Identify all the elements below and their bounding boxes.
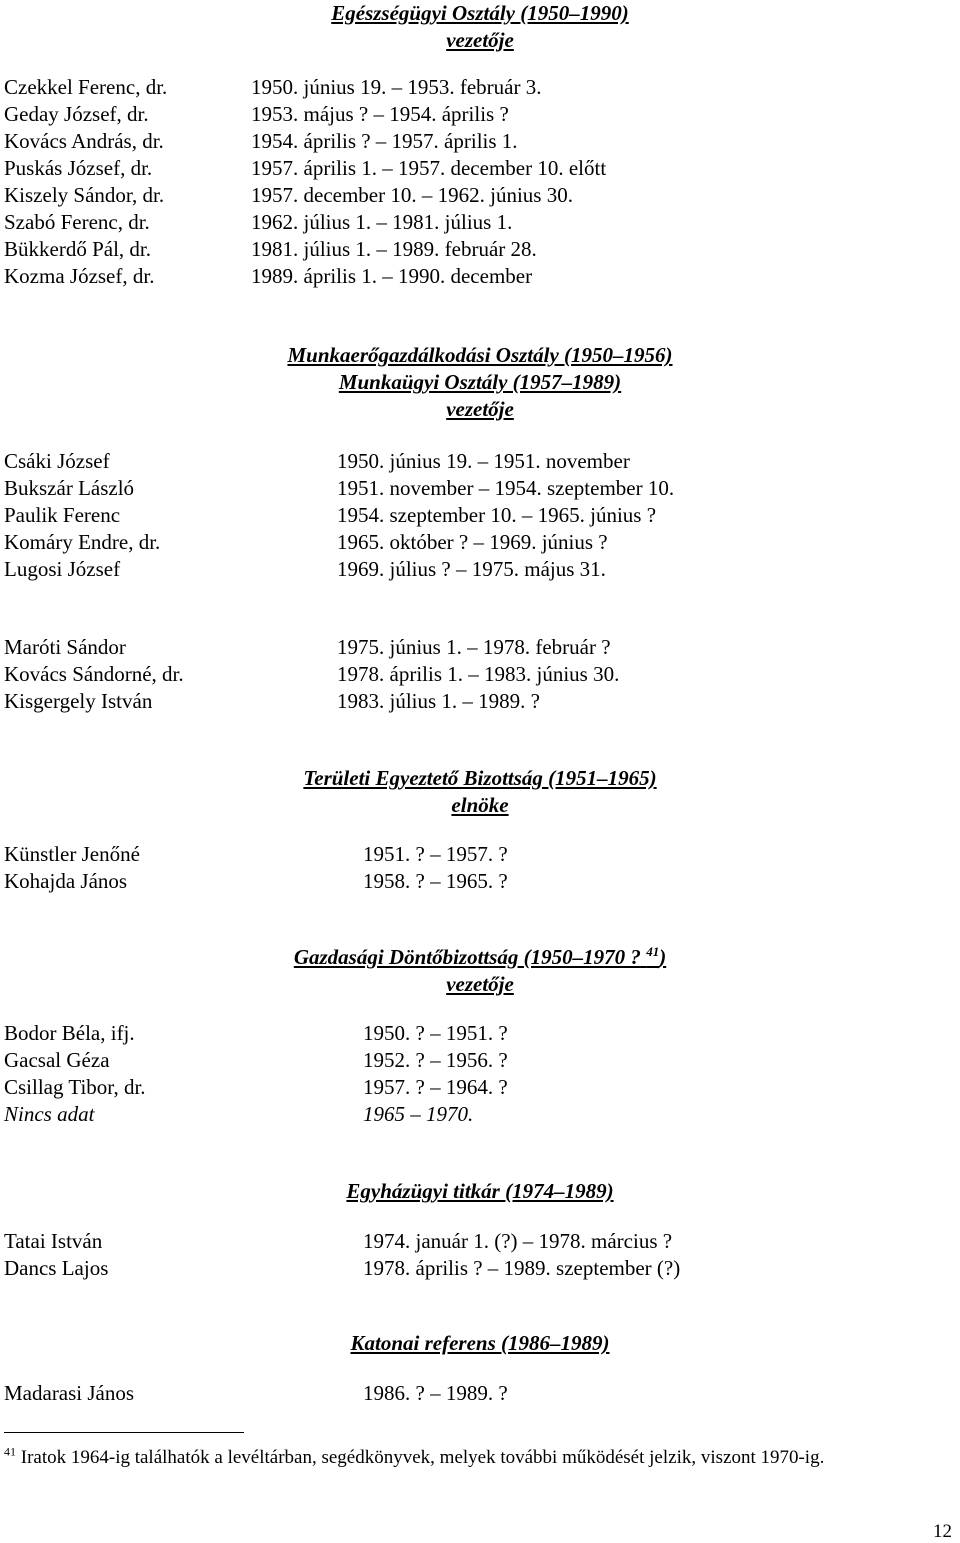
section-heading bbox=[0, 1178, 960, 1205]
leader-name: Geday József, dr. bbox=[4, 102, 149, 126]
list-item bbox=[0, 448, 960, 475]
list-item bbox=[0, 74, 960, 101]
leader-list bbox=[0, 1020, 960, 1128]
footnote-marker: 41 bbox=[4, 1444, 16, 1459]
heading-close: ) bbox=[659, 945, 667, 969]
leader-period: 1958. ? – 1965. ? bbox=[363, 869, 508, 893]
leader-period: 1951. november – 1954. szeptember 10. bbox=[337, 476, 675, 500]
heading-line: Egyházügyi titkár (1974–1989) bbox=[346, 1179, 614, 1203]
leader-period: 1954. április ? – 1957. április 1. bbox=[251, 129, 518, 153]
leader-name: Dancs Lajos bbox=[4, 1256, 109, 1280]
list-item bbox=[0, 263, 960, 290]
leader-name: Bodor Béla, ifj. bbox=[4, 1021, 135, 1045]
section-heading bbox=[0, 1330, 960, 1357]
section-labour bbox=[0, 342, 960, 715]
leader-period: 1962. július 1. – 1981. július 1. bbox=[251, 210, 513, 234]
leader-name: Kovács Sándorné, dr. bbox=[4, 662, 184, 686]
list-item bbox=[0, 661, 960, 688]
section-health bbox=[0, 0, 960, 290]
heading-line: Munkaerőgazdálkodási Osztály (1950–1956) bbox=[287, 343, 673, 367]
list-item bbox=[0, 868, 960, 895]
leader-period: 1952. ? – 1956. ? bbox=[363, 1048, 508, 1072]
heading-line bbox=[0, 944, 960, 971]
leader-name: Csillag Tibor, dr. bbox=[4, 1075, 146, 1099]
leader-period: 1975. június 1. – 1978. február ? bbox=[337, 635, 611, 659]
heading-line: vezetője bbox=[446, 28, 514, 52]
leader-list bbox=[0, 1228, 960, 1282]
heading-line: elnöke bbox=[451, 793, 509, 817]
leader-period: 1989. április 1. – 1990. december bbox=[251, 264, 533, 288]
leader-period: 1978. április ? – 1989. szeptember (?) bbox=[363, 1256, 681, 1280]
section-military bbox=[0, 1330, 960, 1407]
footnote-reference[interactable]: 41 bbox=[646, 944, 660, 959]
leader-period: 1965. október ? – 1969. június ? bbox=[337, 530, 608, 554]
list-item bbox=[0, 841, 960, 868]
list-item bbox=[0, 556, 960, 583]
leader-list bbox=[0, 448, 960, 583]
leader-name: Puskás József, dr. bbox=[4, 156, 153, 180]
heading-text: Gazdasági Döntőbizottság (1950–1970 ? bbox=[293, 945, 641, 969]
list-item bbox=[0, 475, 960, 502]
leader-name: Nincs adat bbox=[4, 1102, 95, 1126]
page-number: 12 bbox=[933, 1521, 952, 1542]
leader-name: Bukszár László bbox=[4, 476, 135, 500]
footnote bbox=[4, 1446, 824, 1470]
leader-period: 1957. ? – 1964. ? bbox=[363, 1075, 508, 1099]
leader-name: Kovács András, dr. bbox=[4, 129, 164, 153]
section-heading bbox=[0, 342, 960, 423]
heading-line: Egészségügyi Osztály (1950–1990) bbox=[331, 1, 629, 25]
heading-line: vezetője bbox=[446, 397, 514, 421]
section-church bbox=[0, 1178, 960, 1282]
leader-list bbox=[0, 74, 960, 290]
list-item bbox=[0, 1074, 960, 1101]
leader-period: 1965 – 1970. bbox=[363, 1102, 474, 1126]
section-economic bbox=[0, 944, 960, 1128]
leader-name: Gacsal Géza bbox=[4, 1048, 110, 1072]
leader-name: Tatai István bbox=[4, 1229, 103, 1253]
leader-name: Czekkel Ferenc, dr. bbox=[4, 75, 168, 99]
list-item bbox=[0, 101, 960, 128]
list-item bbox=[0, 155, 960, 182]
list-item bbox=[0, 502, 960, 529]
leader-period: 1978. április 1. – 1983. június 30. bbox=[337, 662, 620, 686]
leader-list bbox=[0, 841, 960, 895]
leader-period: 1951. ? – 1957. ? bbox=[363, 842, 508, 866]
list-item bbox=[0, 1380, 960, 1407]
list-item bbox=[0, 236, 960, 263]
leader-list bbox=[0, 634, 960, 715]
heading-line: vezetője bbox=[446, 972, 514, 996]
leader-period: 1950. ? – 1951. ? bbox=[363, 1021, 508, 1045]
list-item bbox=[0, 1020, 960, 1047]
heading-line: Katonai referens (1986–1989) bbox=[350, 1331, 610, 1355]
leader-name: Kohajda János bbox=[4, 869, 128, 893]
leader-period: 1969. július ? – 1975. május 31. bbox=[337, 557, 606, 581]
list-item bbox=[0, 1047, 960, 1074]
leader-name: Lugosi József bbox=[4, 557, 121, 581]
list-item bbox=[0, 1101, 960, 1128]
list-item bbox=[0, 182, 960, 209]
list-item bbox=[0, 209, 960, 236]
leader-name: Bükkerdő Pál, dr. bbox=[4, 237, 151, 261]
heading-line: Munkaügyi Osztály (1957–1989) bbox=[338, 370, 622, 394]
leader-period: 1954. szeptember 10. – 1965. június ? bbox=[337, 503, 657, 527]
list-item bbox=[0, 1255, 960, 1282]
list-item bbox=[0, 1228, 960, 1255]
leader-period: 1953. május ? – 1954. április ? bbox=[251, 102, 509, 126]
leader-period: 1986. ? – 1989. ? bbox=[363, 1381, 508, 1405]
list-item bbox=[0, 529, 960, 556]
leader-period: 1950. június 19. – 1951. november bbox=[337, 449, 630, 473]
leader-period: 1981. július 1. – 1989. február 28. bbox=[251, 237, 537, 261]
leader-name: Madarasi János bbox=[4, 1381, 135, 1405]
section-heading bbox=[0, 0, 960, 54]
list-item bbox=[0, 128, 960, 155]
leader-period: 1950. június 19. – 1953. február 3. bbox=[251, 75, 542, 99]
leader-name: Csáki József bbox=[4, 449, 110, 473]
leader-name: Kiszely Sándor, dr. bbox=[4, 183, 165, 207]
leader-name: Szabó Ferenc, dr. bbox=[4, 210, 150, 234]
leader-name: Paulik Ferenc bbox=[4, 503, 121, 527]
leader-period: 1957. december 10. – 1962. június 30. bbox=[251, 183, 573, 207]
leader-period: 1957. április 1. – 1957. december 10. előtt bbox=[251, 156, 607, 180]
leader-name: Künstler Jenőné bbox=[4, 842, 140, 866]
footnote-divider bbox=[4, 1432, 244, 1433]
leader-name: Kozma József, dr. bbox=[4, 264, 155, 288]
leader-period: 1983. július 1. – 1989. ? bbox=[337, 689, 540, 713]
footnote-text: Iratok 1964-ig találhatók a levéltárban, segédkönyvek, melyek további működését jelzik, viszont 1970-ig. bbox=[20, 1447, 825, 1468]
section-regional bbox=[0, 765, 960, 895]
section-heading bbox=[0, 765, 960, 819]
leader-name: Komáry Endre, dr. bbox=[4, 530, 161, 554]
section-heading bbox=[0, 944, 960, 998]
list-item bbox=[0, 688, 960, 715]
heading-line: Területi Egyeztető Bizottság (1951–1965) bbox=[303, 766, 657, 790]
leader-name: Kisgergely István bbox=[4, 689, 153, 713]
leader-list bbox=[0, 1380, 960, 1407]
leader-name: Maróti Sándor bbox=[4, 635, 126, 659]
list-item bbox=[0, 634, 960, 661]
leader-period: 1974. január 1. (?) – 1978. március ? bbox=[363, 1229, 673, 1253]
